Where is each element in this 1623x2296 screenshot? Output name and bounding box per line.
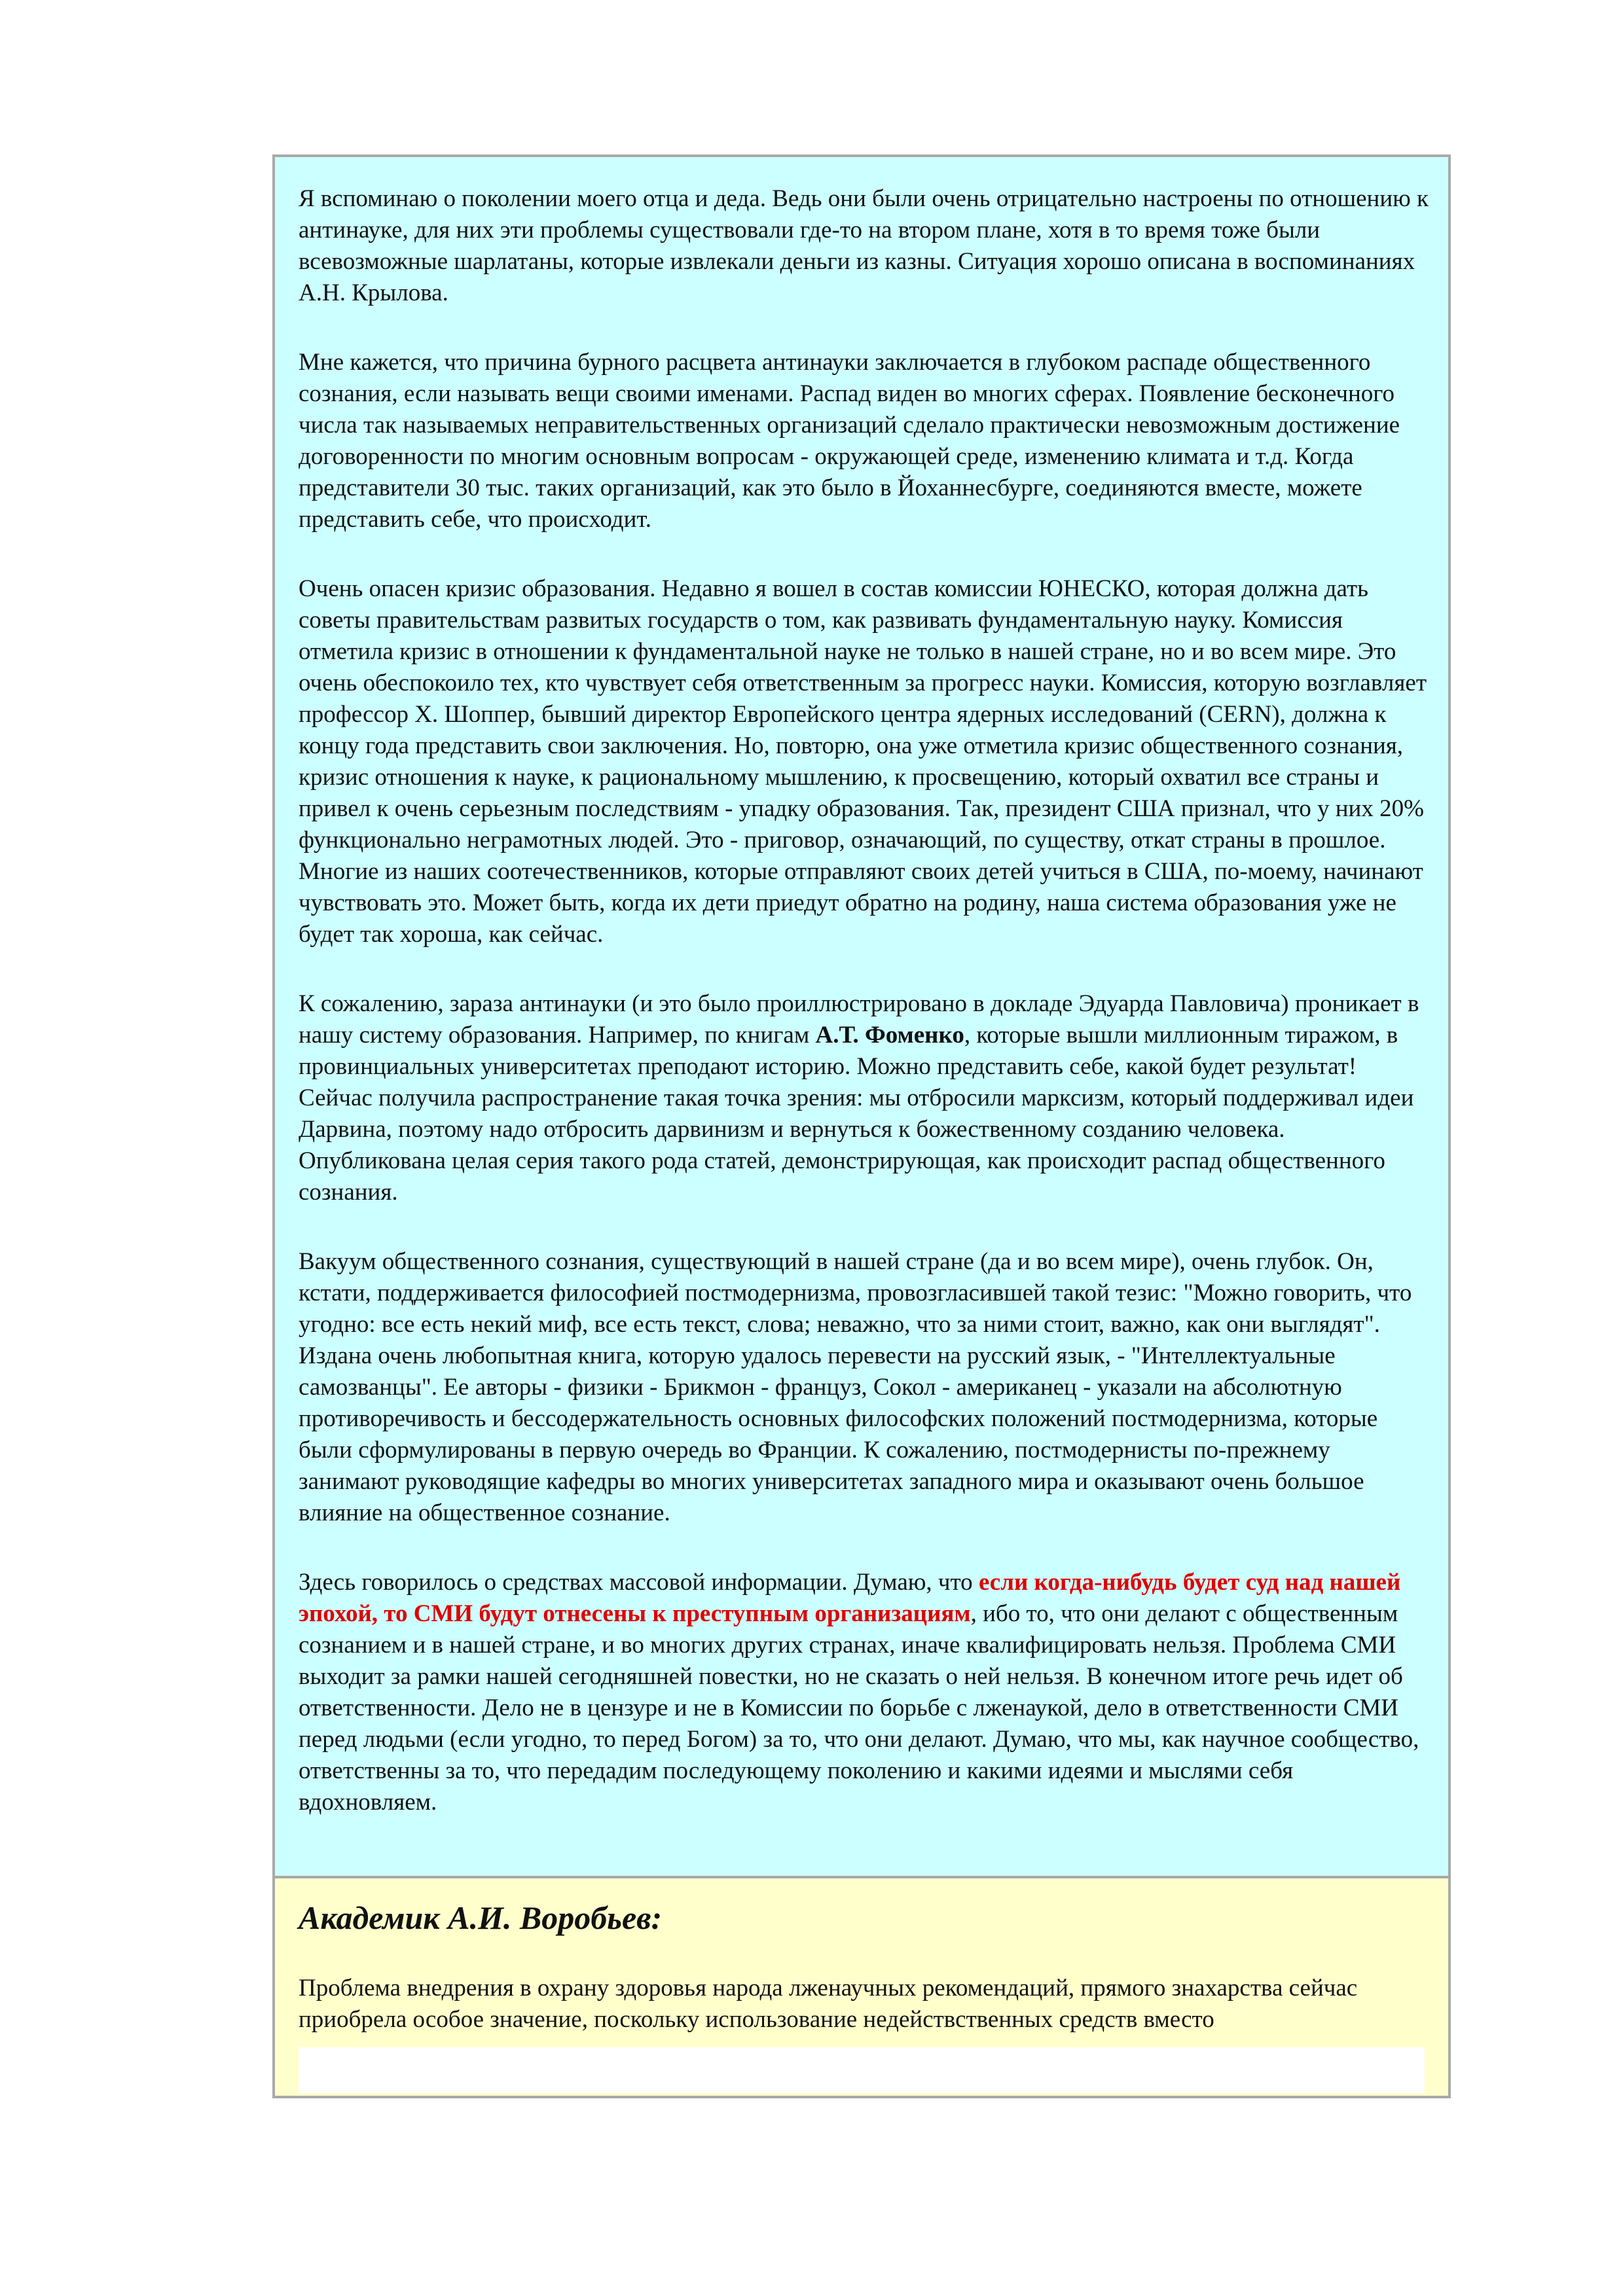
cut-off-content-strip: [299, 2047, 1425, 2093]
vorobyev-speech-section: [275, 1878, 1448, 2098]
highlighted-red-statement: если когда-нибудь будет суд над нашей эпохой, то СМИ будут отнесены к преступным организациям: [299, 1569, 1401, 1627]
paragraph-6-text-end: , ибо то, что они делают с общественным сознанием и в нашей стране, и во многих других странах, иначе квалифицировать нельзя. Проблема СМИ выходит за рамки нашей сегодняшней повестки, но не сказать о ней нельзя. В конечном итоге речь идет об ответственности. Дело не в цензуре и не в Комиссии по борьбе с лженаукой, дело в ответственности СМИ перед людьми (если угодно, то перед Богом) за то, что они делают. Думаю, что мы, как научное сообщество, ответственны за то, что передадим последующему поколению и какими идеями и мыслями себя вдохновляем.: [299, 1600, 1419, 1816]
vorobyev-paragraph-1: Проблема внедрения в охрану здоровья народа лженаучных рекомендаций, прямого знахарства сейчас приобрела особое значение, поскольку использование недействственных средств вместо: [299, 1975, 1358, 2033]
speech-continuation-section: [275, 157, 1448, 1878]
paragraph-4-text-end: , которые вышли миллионным тиражом, в провинциальных университетах преподают историю. Можно представить себе, какой будет результат! Сейчас получила распространение такая точка зрения: мы отбросили марксизм, который поддерживал идеи Дарвина, поэтому надо отбросить дарвинизм и вернуться к божественному созданию человека. Опубликована целая серия такого рода статей, демонстрирующая, как происходит распад общественного сознания.: [299, 1022, 1414, 1206]
paragraph-2: Мне кажется, что причина бурного расцвета антинауки заключается в глубоком распаде общественного сознания, если называть вещи своими именами. Распад виден во многих сферах. Появление бесконечного числа так называемых неправительственных организаций сделало практически невозможным достижение договоренности по многим основным вопросам - окружающей среде, изменению климата и т.д. Когда представители 30 тыс. таких организаций, как это было в Йоханнесбурге, соединяются вместе, можете представить себе, что происходит.: [299, 349, 1400, 533]
paragraph-6: [299, 1567, 1429, 1818]
fomenko-name-bold: А.Т. Фоменко: [815, 1022, 964, 1049]
paragraph-4: [299, 988, 1429, 1208]
paragraph-1: Я вспоминаю о поколении моего отца и деда. Ведь они были очень отрицательно настроены по отношению к антинауке, для них эти проблемы существовали где-то на втором плане, хотя в то время тоже были всевозможные шарлатаны, которые извлекали деньги из казны. Ситуация хорошо описана в воспоминаниях А.Н. Крылова.: [299, 185, 1429, 306]
paragraph-5: Вакуум общественного сознания, существующий в нашей стране (да и во всем мире), очень глубок. Он, кстати, поддерживается философией постмодернизма, провозгласившей такой тезис: "Можно говорить, что угодно: все есть некий миф, все есть текст, слова; неважно, что за ними стоит, важно, как они выглядят". Издана очень любопытная книга, которую удалось перевести на русский язык, - "Интеллектуальные самозванцы". Ее авторы - физики - Брикмон - француз, Сокол - американец - указали на абсолютную противоречивость и бессодержательность основных философских положений постмодернизма, которые были сформулированы в первую очередь во Франции. К сожалению, постмодернисты по-прежнему занимают руководящие кафедры во многих университетах западного мира и оказывают очень большое влияние на общественное сознание.: [299, 1248, 1412, 1526]
document-frame: [272, 154, 1451, 2098]
speaker-heading: Академик А.И. Воробьев:: [299, 1899, 663, 1936]
paragraph-4-text-start: К сожалению, зараза антинауки (и это было проиллюстрировано в докладе Эдуарда Павловича) проникает в нашу систему образования. Например, по книгам: [299, 990, 1419, 1049]
paragraph-3: Очень опасен кризис образования. Недавно я вошел в состав комиссии ЮНЕСКО, которая должна дать советы правительствам развитых государств о том, как развивать фундаментальную науку. Комиссия отметила кризис в отношении к фундаментальной науке не только в нашей стране, но и во всем мире. Это очень обеспокоило тех, кто чувствует себя ответственным за прогресс науки. Комиссия, которую возглавляет профессор Х. Шоппер, бывший директор Европейского центра ядерных исследований (CERN), должна к концу года представить свои заключения. Но, повторю, она уже отметила кризис общественного сознания, кризис отношения к науке, к рациональному мышлению, к просвещению, который охватил все страны и привел к очень серьезным последствиям - упадку образования. Так, президент США признал, что у них 20% функционально неграмотных людей. Это - приговор, означающий, по существу, откат страны в прошлое. Многие из наших соотечественников, которые отправляют своих детей учиться в США, по-моему, начинают чувствовать это. Может быть, когда их дети приедут обратно на родину, наша система образования уже не будет так хороша, как сейчас.: [299, 575, 1427, 948]
paragraph-6-text-start: Здесь говорилось о средствах массовой информации. Думаю, что: [299, 1569, 979, 1596]
